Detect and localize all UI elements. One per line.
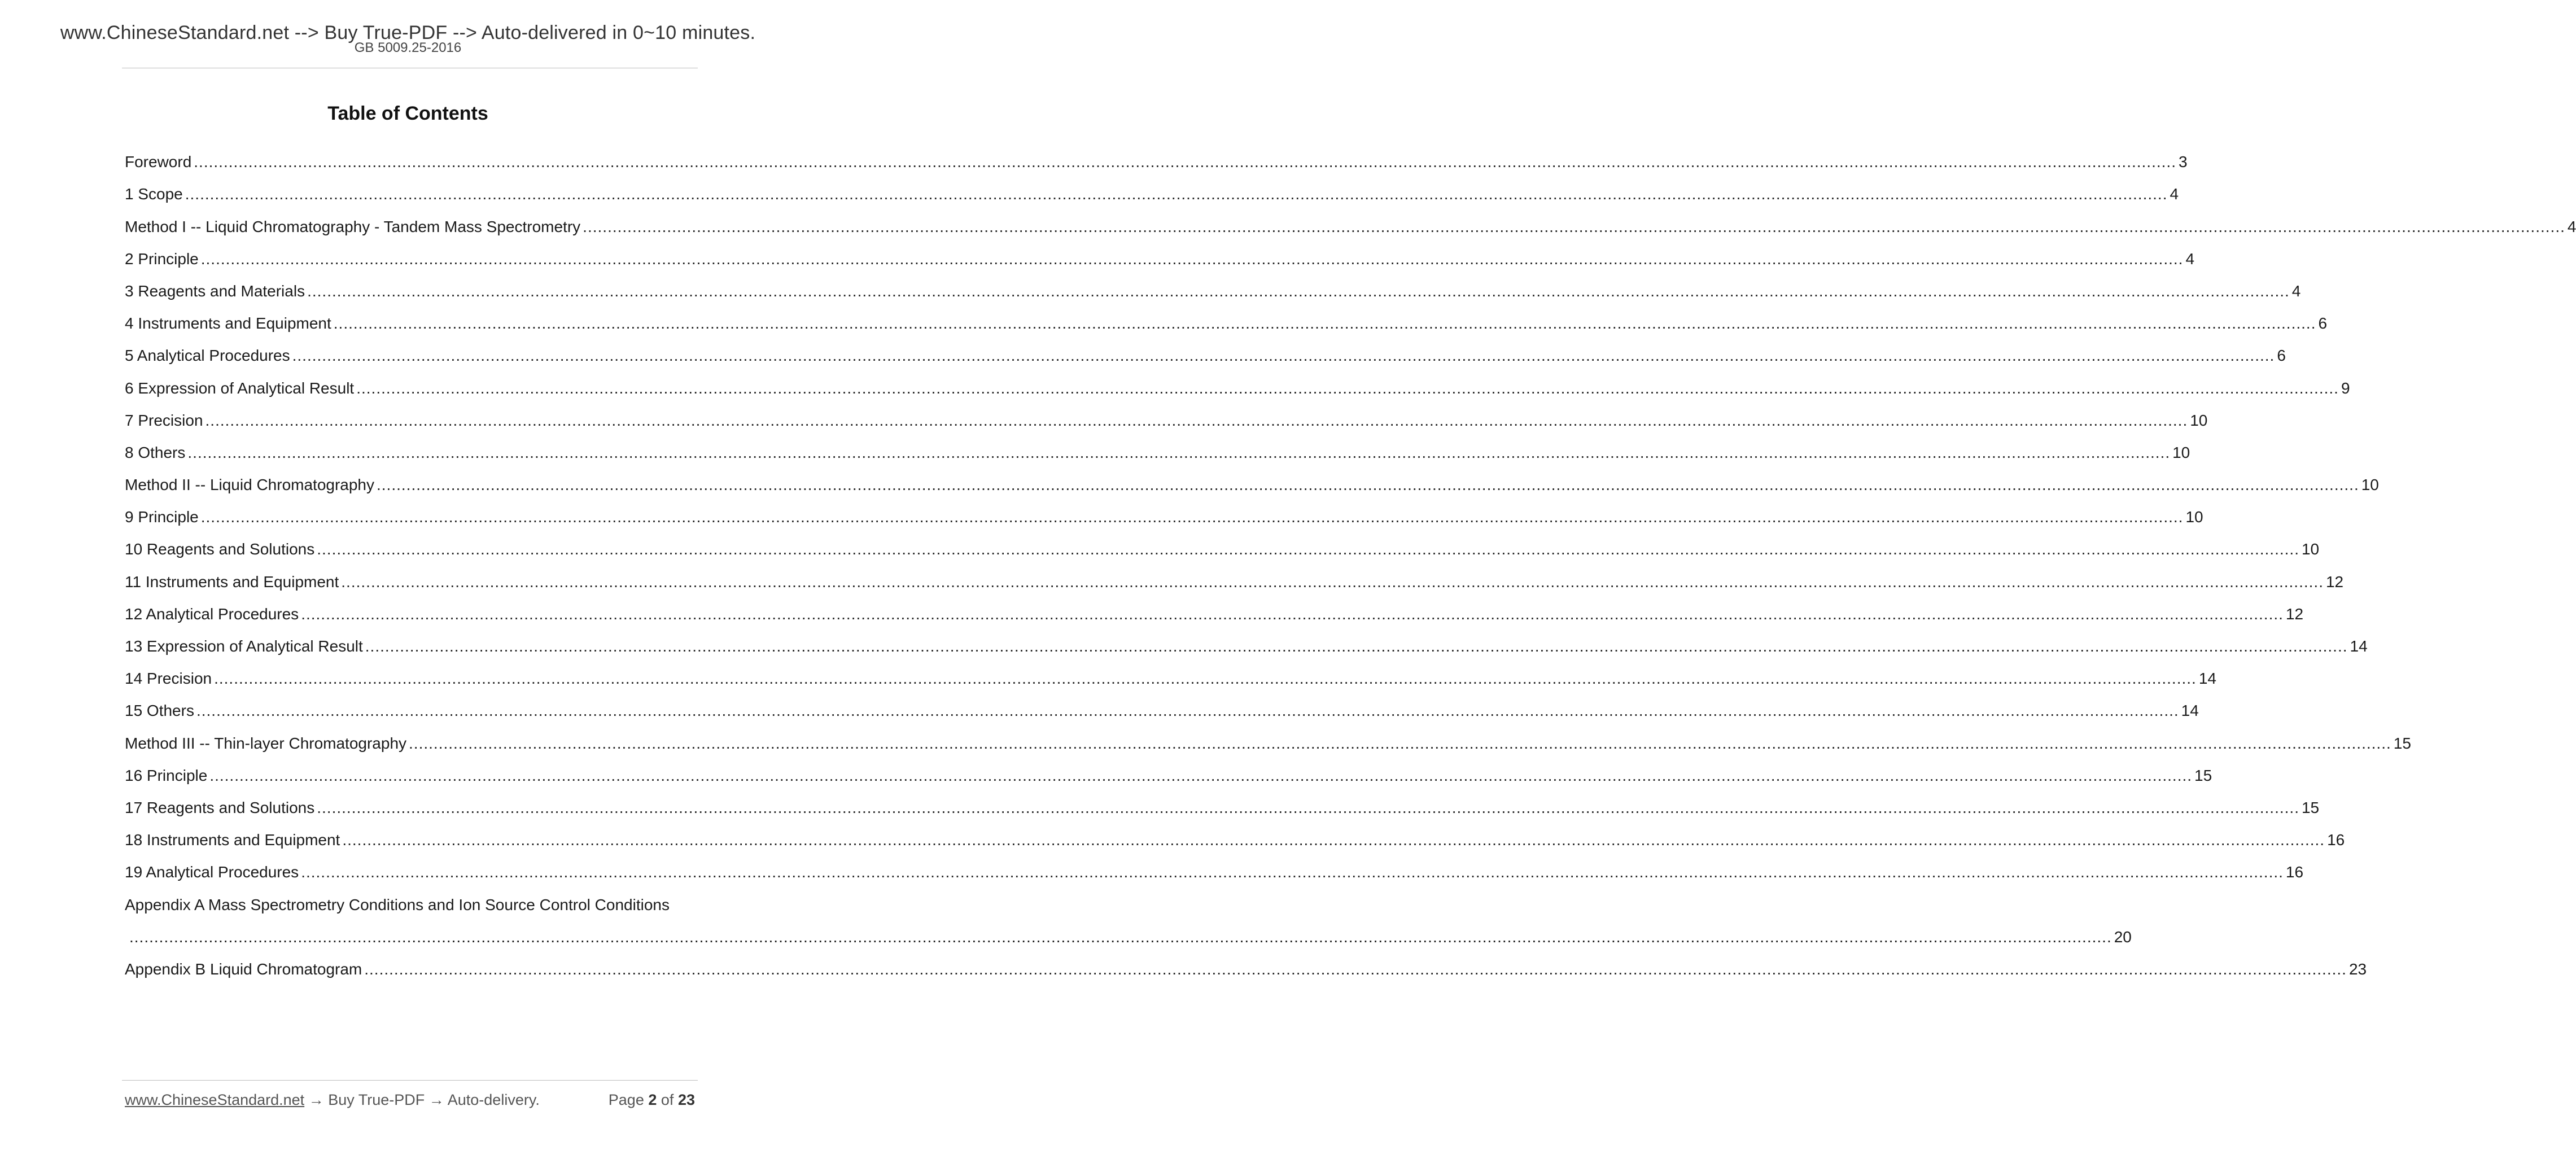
footer-promo	[125, 1090, 540, 1110]
toc-entry-label: 7 Precision	[125, 411, 203, 429]
toc-entry-page: 3	[2178, 153, 2188, 171]
toc-entry-leader: ................................................................................................................................................................................................................................................................................................................................................................................................................	[194, 153, 2176, 171]
toc-entry-leader: ................................................................................................................................................................................................................................................................................................................................................................................................................	[214, 670, 2197, 688]
toc-entry[interactable]	[125, 335, 2286, 367]
toc-entry-label: 17 Reagents and Solutions	[125, 798, 315, 816]
toc-entry-page: 10	[2361, 476, 2379, 494]
toc-entry-leader: ................................................................................................................................................................................................................................................................................................................................................................................................................	[365, 637, 2348, 655]
toc-entry-page: 12	[2325, 572, 2344, 591]
toc-entry-leader: ................................................................................................................................................................................................................................................................................................................................................................................................................	[292, 347, 2275, 365]
toc-entry-page: 14	[2181, 702, 2199, 720]
toc-entry-leader: ................................................................................................................................................................................................................................................................................................................................................................................................................	[205, 411, 2188, 429]
toc-entry-leader: ................................................................................................................................................................................................................................................................................................................................................................................................................	[200, 250, 2184, 268]
toc-entry-page: 15	[2301, 798, 2320, 816]
toc-entry-label: Method II -- Liquid Chromatography	[125, 476, 374, 494]
toc-entry-page: 12	[2285, 605, 2304, 623]
standard-code: GB 5009.25-2016	[354, 40, 462, 55]
toc-entry-page: 15	[2393, 734, 2411, 752]
toc-entry-page: 23	[2348, 960, 2367, 978]
toc-entry-label: Method III -- Thin-layer Chromatography	[125, 734, 407, 752]
footer-delivery-text: → Buy True-PDF → Auto-delivery.	[308, 1091, 540, 1108]
toc-entry-leader: ................................................................................................................................................................................................................................................................................................................................................................................................................	[209, 766, 2193, 784]
toc-entry[interactable]	[125, 626, 2368, 658]
toc-entry-page: 4	[2170, 185, 2179, 203]
toc-entry-label: 19 Analytical Procedures	[125, 863, 299, 881]
toc-entry-leader: ................................................................................................................................................................................................................................................................................................................................................................................................................	[409, 734, 2391, 752]
toc-entry-page: 9	[2341, 379, 2350, 397]
toc-entry-label: 9 Principle	[125, 508, 199, 526]
toc-entry-label: 16 Principle	[125, 766, 208, 784]
toc-entry-leader: ................................................................................................................................................................................................................................................................................................................................................................................................................	[333, 314, 2316, 333]
toc-entry-page: 14	[2198, 670, 2216, 688]
toc-entry-page: 20	[2114, 928, 2132, 946]
toc-entry-label: 5 Analytical Procedures	[125, 347, 290, 365]
toc-entry[interactable]	[125, 690, 2199, 722]
toc-title: Table of Contents	[327, 103, 488, 124]
toc-entry-leader: ................................................................................................................................................................................................................................................................................................................................................................................................................	[301, 605, 2284, 623]
page-current: 2	[648, 1091, 657, 1108]
page-word: Page	[608, 1091, 644, 1108]
toc-entry-leader: ................................................................................................................................................................................................................................................................................................................................................................................................................	[307, 282, 2290, 300]
page-of: of	[661, 1091, 674, 1108]
toc-entry-label: 13 Expression of Analytical Result	[125, 637, 363, 655]
toc-entry-leader: ................................................................................................................................................................................................................................................................................................................................................................................................................	[341, 572, 2324, 591]
toc-entry[interactable]	[125, 400, 2208, 432]
toc-entry-label: 14 Precision	[125, 670, 212, 688]
toc-entry-leader: ................................................................................................................................................................................................................................................................................................................................................................................................................	[356, 379, 2339, 397]
toc-entry-label: 18 Instruments and Equipment	[125, 831, 340, 849]
toc-entry-leader: ................................................................................................................................................................................................................................................................................................................................................................................................................	[377, 476, 2359, 494]
toc-entry[interactable]	[125, 270, 2301, 303]
toc-entry-page: 10	[2185, 508, 2203, 526]
toc-entry[interactable]	[125, 303, 2328, 335]
toc-entry-leader: ................................................................................................................................................................................................................................................................................................................................................................................................................	[317, 798, 2299, 816]
toc-entry-page: 14	[2350, 637, 2368, 655]
toc-entry[interactable]	[125, 496, 2203, 528]
toc-entry[interactable]	[125, 206, 2576, 238]
toc-entry-label: 15 Others	[125, 702, 194, 720]
toc-entry-label: 1 Scope	[125, 185, 183, 203]
site-link[interactable]: www.ChineseStandard.net	[125, 1091, 305, 1108]
toc-entry-page: 4	[2291, 282, 2301, 300]
toc-entry-label: Appendix B Liquid Chromatogram	[125, 960, 362, 978]
toc-entry-label: 4 Instruments and Equipment	[125, 314, 331, 333]
toc-entry-leader: ................................................................................................................................................................................................................................................................................................................................................................................................................	[187, 443, 2171, 461]
page-total: 23	[677, 1091, 695, 1108]
toc-entry-leader: ................................................................................................................................................................................................................................................................................................................................................................................................................	[364, 960, 2347, 978]
toc-entry-leader: ................................................................................................................................................................................................................................................................................................................................................................................................................	[317, 540, 2299, 558]
toc-entry[interactable]	[125, 755, 2212, 787]
footer-divider	[122, 1080, 698, 1081]
toc-entry-page: 16	[2327, 831, 2345, 849]
toc-entry-page: 10	[2301, 540, 2320, 558]
toc-entry-page: 10	[2172, 443, 2190, 461]
toc-entry-page: 4	[2185, 250, 2195, 268]
toc-entry-label: 8 Others	[125, 443, 186, 461]
toc-entry[interactable]	[125, 948, 2367, 981]
toc-entry-label: 2 Principle	[125, 250, 199, 268]
toc-entry[interactable]	[125, 238, 2195, 270]
toc-entry-page: 6	[2318, 314, 2328, 333]
toc-entry-label: 6 Expression of Analytical Result	[125, 379, 355, 397]
toc-entry-label: Foreword	[125, 153, 192, 171]
toc-entry-label: 10 Reagents and Solutions	[125, 540, 315, 558]
toc-entry-leader: ................................................................................................................................................................................................................................................................................................................................................................................................................	[129, 928, 2112, 946]
toc-entry-leader: ................................................................................................................................................................................................................................................................................................................................................................................................................	[583, 217, 2565, 235]
toc-entry-label: Appendix A Mass Spectrometry Conditions and Ion Source Control Conditions	[125, 895, 670, 913]
toc-entry-leader: ................................................................................................................................................................................................................................................................................................................................................................................................................	[196, 702, 2179, 720]
toc-entry[interactable]	[125, 851, 2304, 884]
page-indicator	[609, 1090, 695, 1110]
table-of-contents	[125, 141, 2576, 981]
toc-entry[interactable]	[125, 884, 2132, 948]
toc-entry[interactable]	[125, 819, 2345, 851]
toc-entry[interactable]	[125, 561, 2344, 593]
toc-entry-page: 6	[2277, 347, 2286, 365]
toc-entry-leader: ................................................................................................................................................................................................................................................................................................................................................................................................................	[342, 831, 2325, 849]
toc-entry[interactable]	[125, 432, 2190, 464]
toc-entry-page: 16	[2285, 863, 2304, 881]
toc-entry-page: 4	[2567, 217, 2576, 235]
site-banner: www.ChineseStandard.net --> Buy True-PDF --> Auto-delivered in 0~10 minutes.	[60, 22, 756, 43]
toc-entry[interactable]	[125, 367, 2350, 399]
toc-entry-page: 10	[2190, 411, 2208, 429]
toc-entry[interactable]	[125, 658, 2216, 690]
toc-entry-page: 15	[2194, 766, 2212, 784]
toc-entry-label: 3 Reagents and Materials	[125, 282, 305, 300]
toc-entry-label: 12 Analytical Procedures	[125, 605, 299, 623]
toc-entry[interactable]	[125, 141, 2188, 173]
toc-entry[interactable]	[125, 464, 2379, 496]
toc-entry[interactable]	[125, 722, 2411, 754]
toc-entry[interactable]	[125, 593, 2304, 626]
toc-entry-leader: ................................................................................................................................................................................................................................................................................................................................................................................................................	[301, 863, 2284, 881]
toc-entry[interactable]	[125, 787, 2320, 819]
toc-entry-leader: ................................................................................................................................................................................................................................................................................................................................................................................................................	[185, 185, 2168, 203]
toc-entry[interactable]	[125, 173, 2179, 206]
toc-entry-label: Method I -- Liquid Chromatography - Tandem Mass Spectrometry	[125, 217, 581, 235]
toc-entry[interactable]	[125, 528, 2320, 561]
toc-entry-leader: ................................................................................................................................................................................................................................................................................................................................................................................................................	[200, 508, 2184, 526]
toc-entry-label: 11 Instruments and Equipment	[125, 572, 339, 591]
